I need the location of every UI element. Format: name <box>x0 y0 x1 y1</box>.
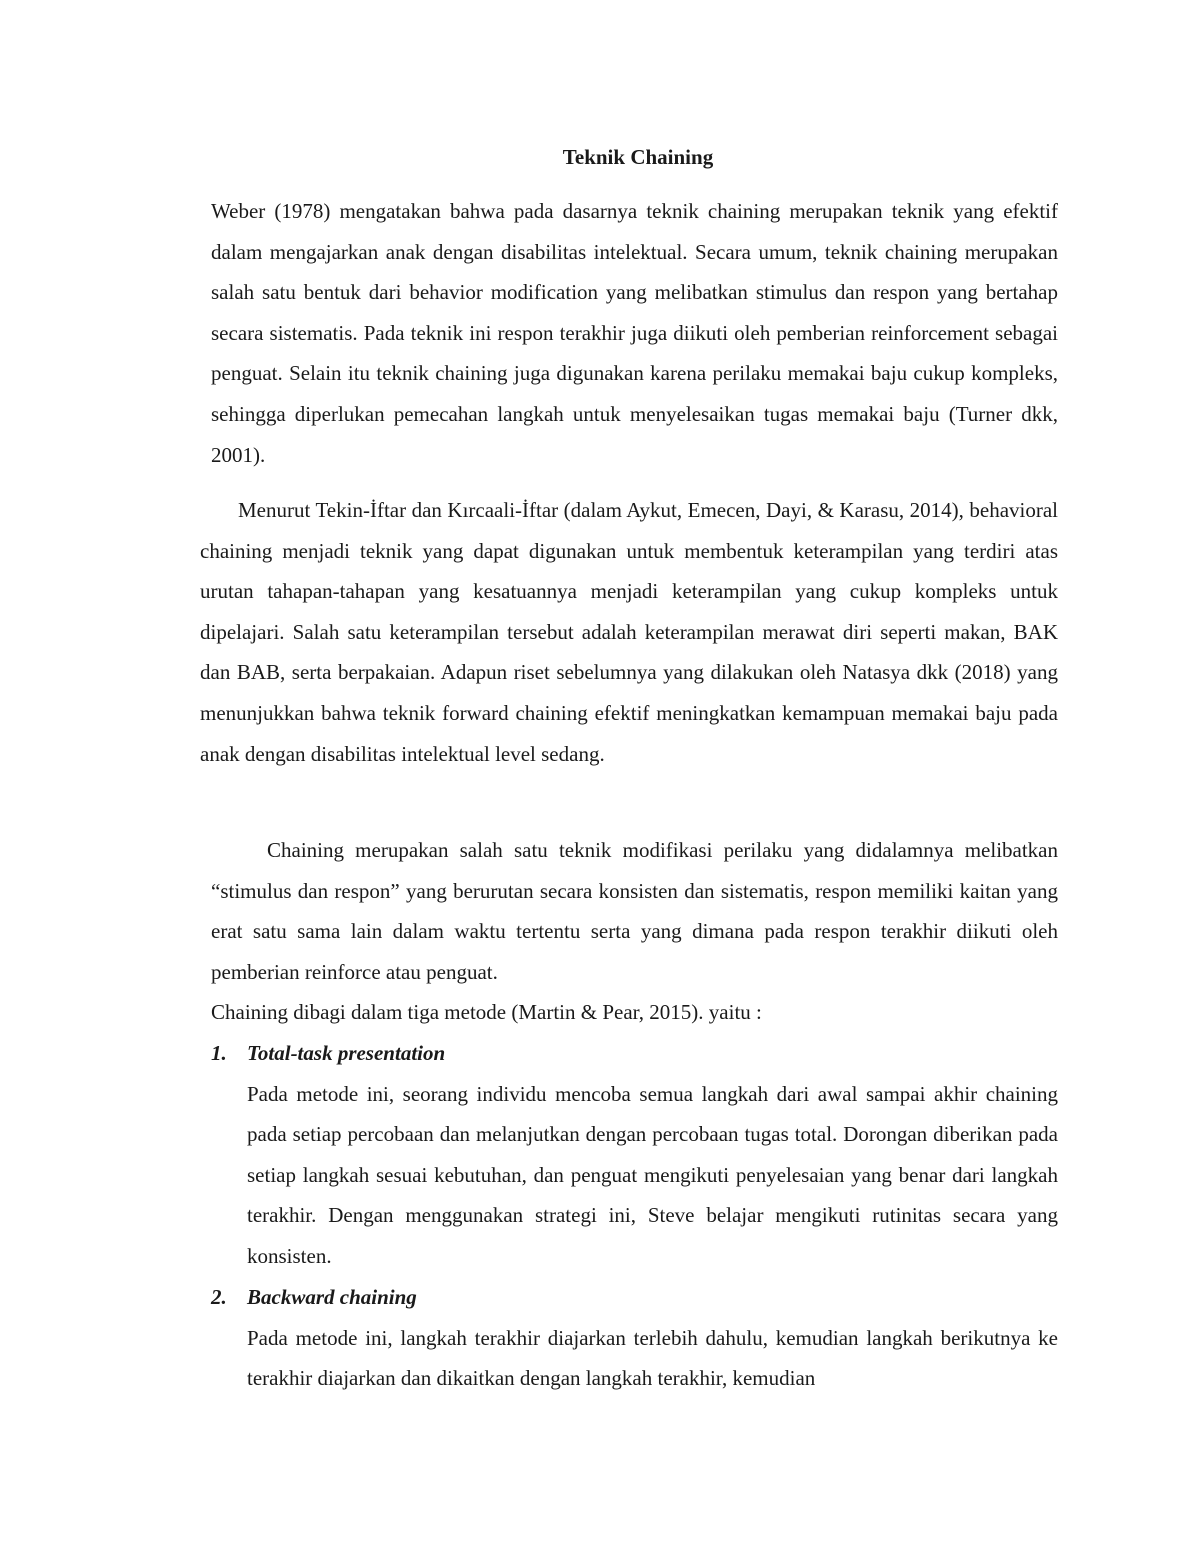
list-item-2-body: Pada metode ini, langkah terakhir diajarkan terlebih dahulu, kemudian langkah berikutnya ke terakhir diajarkan dan dikaitkan dengan langkah terakhir, kemudian <box>247 1325 1058 1391</box>
list-item-1-number: 1. <box>211 1041 227 1065</box>
page-title: Teknik Chaining <box>562 145 714 169</box>
list-item-2 <box>211 1277 1058 1399</box>
list-item-1-heading: Total-task presentation <box>247 1041 446 1065</box>
paragraph-4: Chaining dibagi dalam tiga metode (Martin & Pear, 2015). yaitu : <box>211 1000 762 1024</box>
list-item-2-heading-row <box>211 1277 1058 1318</box>
list-item-1 <box>211 1033 1058 1277</box>
list-item-1-body: Pada metode ini, seorang individu mencoba semua langkah dari awal sampai akhir chaining pada setiap percobaan dan melanjutkan dengan percobaan tugas total. Dorongan diberikan pada setiap langkah sesuai kebutuhan, dan penguat mengikuti penyelesaian yang benar dari langkah terakhir. Dengan menggunakan strategi ini, Steve belajar mengikuti rutinitas secara yang konsisten. <box>247 1081 1058 1268</box>
list-item-1-heading-row <box>211 1033 1058 1074</box>
list-item-2-heading: Backward chaining <box>247 1285 417 1309</box>
paragraph-3: Chaining merupakan salah satu teknik modifikasi perilaku yang didalamnya melibatkan “stimulus dan respon” yang berurutan secara konsisten dan sistematis, respon memiliki kaitan yang erat satu sama lain dalam waktu tertentu serta yang dimana pada respon terakhir diikuti oleh pemberian reinforce atau penguat. <box>211 838 1058 984</box>
paragraph-1: Weber (1978) mengatakan bahwa pada dasarnya teknik chaining merupakan teknik yang efektif dalam mengajarkan anak dengan disabilitas intelektual. Secara umum, teknik chaining merupakan salah satu bentuk dari behavior modification yang melibatkan stimulus dan respon yang bertahap secara sistematis. Pada teknik ini respon terakhir juga diikuti oleh pemberian reinforcement sebagai penguat. Selain itu teknik chaining juga digunakan karena perilaku memakai baju cukup kompleks, sehingga diperlukan pemecahan langkah untuk menyelesaikan tugas memakai baju (Turner dkk, 2001). <box>211 199 1058 467</box>
list-item-2-number: 2. <box>211 1285 227 1309</box>
paragraph-2: Menurut Tekin-İftar dan Kırcaali-İftar (dalam Aykut, Emecen, Dayi, & Karasu, 2014), behavioral chaining menjadi teknik yang dapat digunakan untuk membentuk keterampilan yang terdiri atas urutan tahapan-tahapan yang kesatuannya menjadi keterampilan yang cukup kompleks untuk dipelajari. Salah satu keterampilan tersebut adalah keterampilan merawat diri seperti makan, BAK dan BAB, serta berpakaian. Adapun riset sebelumnya yang dilakukan oleh Natasya dkk (2018) yang menunjukkan bahwa teknik forward chaining efektif meningkatkan kemampuan memakai baju pada anak dengan disabilitas intelektual level sedang. <box>200 498 1058 766</box>
